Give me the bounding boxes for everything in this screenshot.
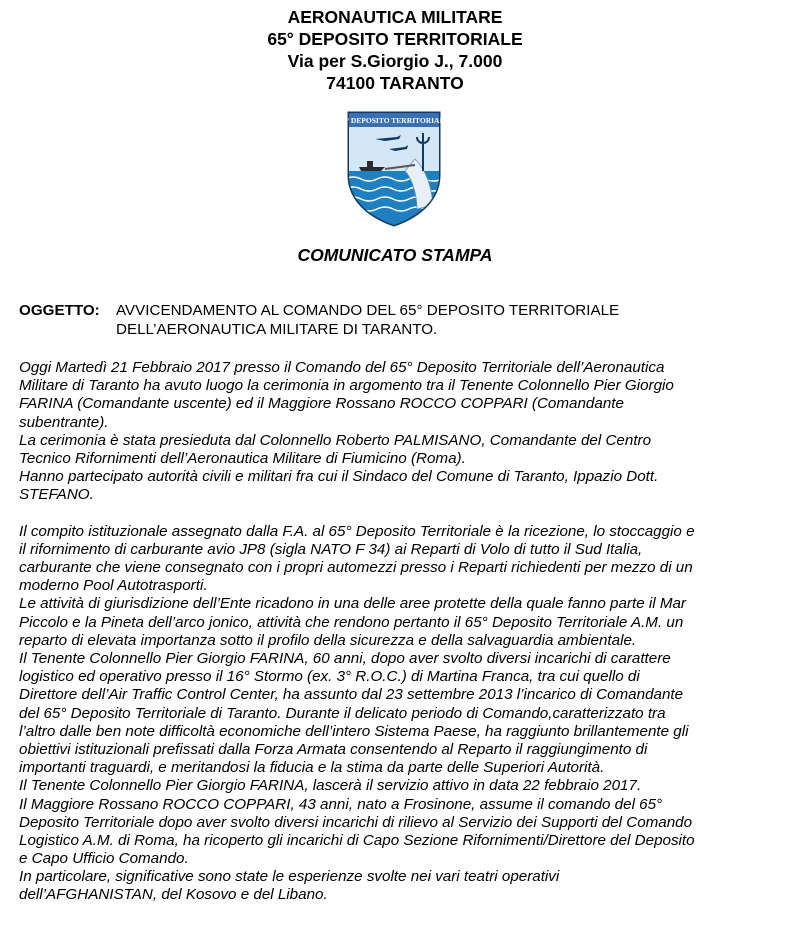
body-line: Le attività di giurisdizione dell’Ente ricadono in una delle aree protette della quale fanno parte il Mar (19, 595, 686, 613)
body-line: Direttore dell’Air Traffic Control Center, ha assunto dal 23 settembre 2013 l’incarico di Comandante (19, 686, 684, 704)
unit-emblem (338, 109, 450, 227)
body-line: STEFANO. (19, 486, 94, 504)
body-line: Logistico A.M. di Roma, ha ricoperto gli incarichi di Capo Sezione Rifornimenti/Direttore del Deposito (19, 831, 695, 849)
body-line: il rifornimento di carburante avio JP8 (sigla NATO F 34) ai Reparti di Volo di tutto il Sud Italia, (19, 540, 643, 558)
letterhead (0, 6, 790, 94)
emblem-caption: 65° DEPOSITO TERRITORIALE (338, 116, 450, 125)
body-line: logistico ed operativo presso il 16° Stormo (ex. 3° R.O.C.) di Martina Franca, tra cui quello di (19, 668, 640, 686)
body-line: importanti traguardi, e meritandosi la fiducia e la stima da parte delle Superiori Autorità. (19, 759, 605, 777)
press-release-title: COMUNICATO STAMPA (297, 245, 493, 265)
body-line: obiettivi istituzionali prefissati dalla Forza Armata consentendo al Reparto il raggiungimento di (19, 740, 648, 758)
letterhead-address: Via per S.Giorgio J., 7.000 (287, 51, 503, 71)
paragraph-ceremony (19, 359, 784, 505)
body-line: In particolare, significative sono state le esperienze svolte nei vari teatri operativi (19, 868, 560, 886)
body-line: dell’AFGHANISTAN, del Kosovo e del Libano. (19, 886, 328, 904)
letterhead-city: 74100 TARANTO (326, 73, 464, 93)
letterhead-organization: AERONAUTICA MILITARE (287, 7, 503, 27)
paragraph-mission (19, 523, 784, 905)
body-line: Militare di Taranto ha avuto luogo la cerimonia in argomento tra il Tenente Colonnello Pier Giorgio (19, 377, 674, 395)
body-line: Il Tenente Colonnello Pier Giorgio FARINA, 60 anni, dopo aver svolto diversi incarichi di carattere (19, 650, 671, 667)
shield-emblem-icon (338, 109, 450, 227)
body-line: Tecnico Rifornimenti dell’Aeronautica Militare di Fiumicino (Roma). (19, 449, 466, 467)
body-line: Oggi Martedì 21 Febbraio 2017 presso il Comando del 65° Deposito Territoriale dell’Aeronautica (19, 359, 665, 376)
body-line: reparto di elevata importanza sotto il profilo della sicurezza e della salvaguardia ambientale. (19, 631, 637, 649)
body-line: l’altro dalle ben note difficoltà economiche dell’intero Sistema Paese, ha raggiunto brillantemente gli (19, 722, 689, 740)
body-line: La cerimonia è stata presieduta dal Colonnello Roberto PALMISANO, Comandante del Centro (19, 431, 652, 449)
body-line: Il Tenente Colonnello Pier Giorgio FARINA, lascerà il servizio attivo in data 22 febbraio 2017. (19, 777, 642, 795)
press-release-body (19, 359, 784, 905)
body-line: Hanno partecipato autorità civili e militari fra cui il Sindaco del Comune di Taranto, Ippazio Dott. (19, 468, 659, 486)
body-line: e Capo Ufficio Comando. (19, 850, 189, 868)
body-line: del 65° Deposito Territoriale di Taranto. Durante il delicato periodo di Comando,caratterizzato tra (19, 704, 666, 722)
subject-label: OGGETTO: (19, 302, 100, 319)
body-line: moderno Pool Autotrasporti. (19, 577, 208, 595)
body-line: subentrante). (19, 413, 109, 431)
body-line: Il Maggiore Rossano ROCCO COPPARI, 43 anni, nato a Frosinone, assume il comando del 65° (19, 795, 663, 813)
subject-line: AVVICENDAMENTO AL COMANDO DEL 65° DEPOSITO TERRITORIALE (116, 302, 620, 319)
subject-line: DELL’AERONAUTICA MILITARE DI TARANTO. (116, 321, 438, 338)
letterhead-unit: 65° DEPOSITO TERRITORIALE (267, 29, 523, 49)
paragraph-spacer (19, 505, 784, 523)
body-line: Il compito istituzionale assegnato dalla F.A. al 65° Deposito Territoriale è la ricezione, lo stoccaggio e (19, 522, 695, 540)
body-line: Deposito Territoriale dopo aver svolto diversi incarichi di rilievo al Servizio dei Supporti del Comando (19, 813, 693, 831)
body-line: FARINA (Comandante uscente) ed il Maggiore Rossano ROCCO COPPARI (Comandante (19, 395, 624, 413)
body-line: carburante che viene consegnato con i propri automezzi presso i Reparti richiedenti per mezzo di un (19, 559, 693, 577)
subject-text (116, 301, 766, 339)
body-line: Piccolo e la Pineta dell’arco jonico, attività che rendono pertanto il 65° Deposito Territoriale A.M. un (19, 613, 684, 631)
